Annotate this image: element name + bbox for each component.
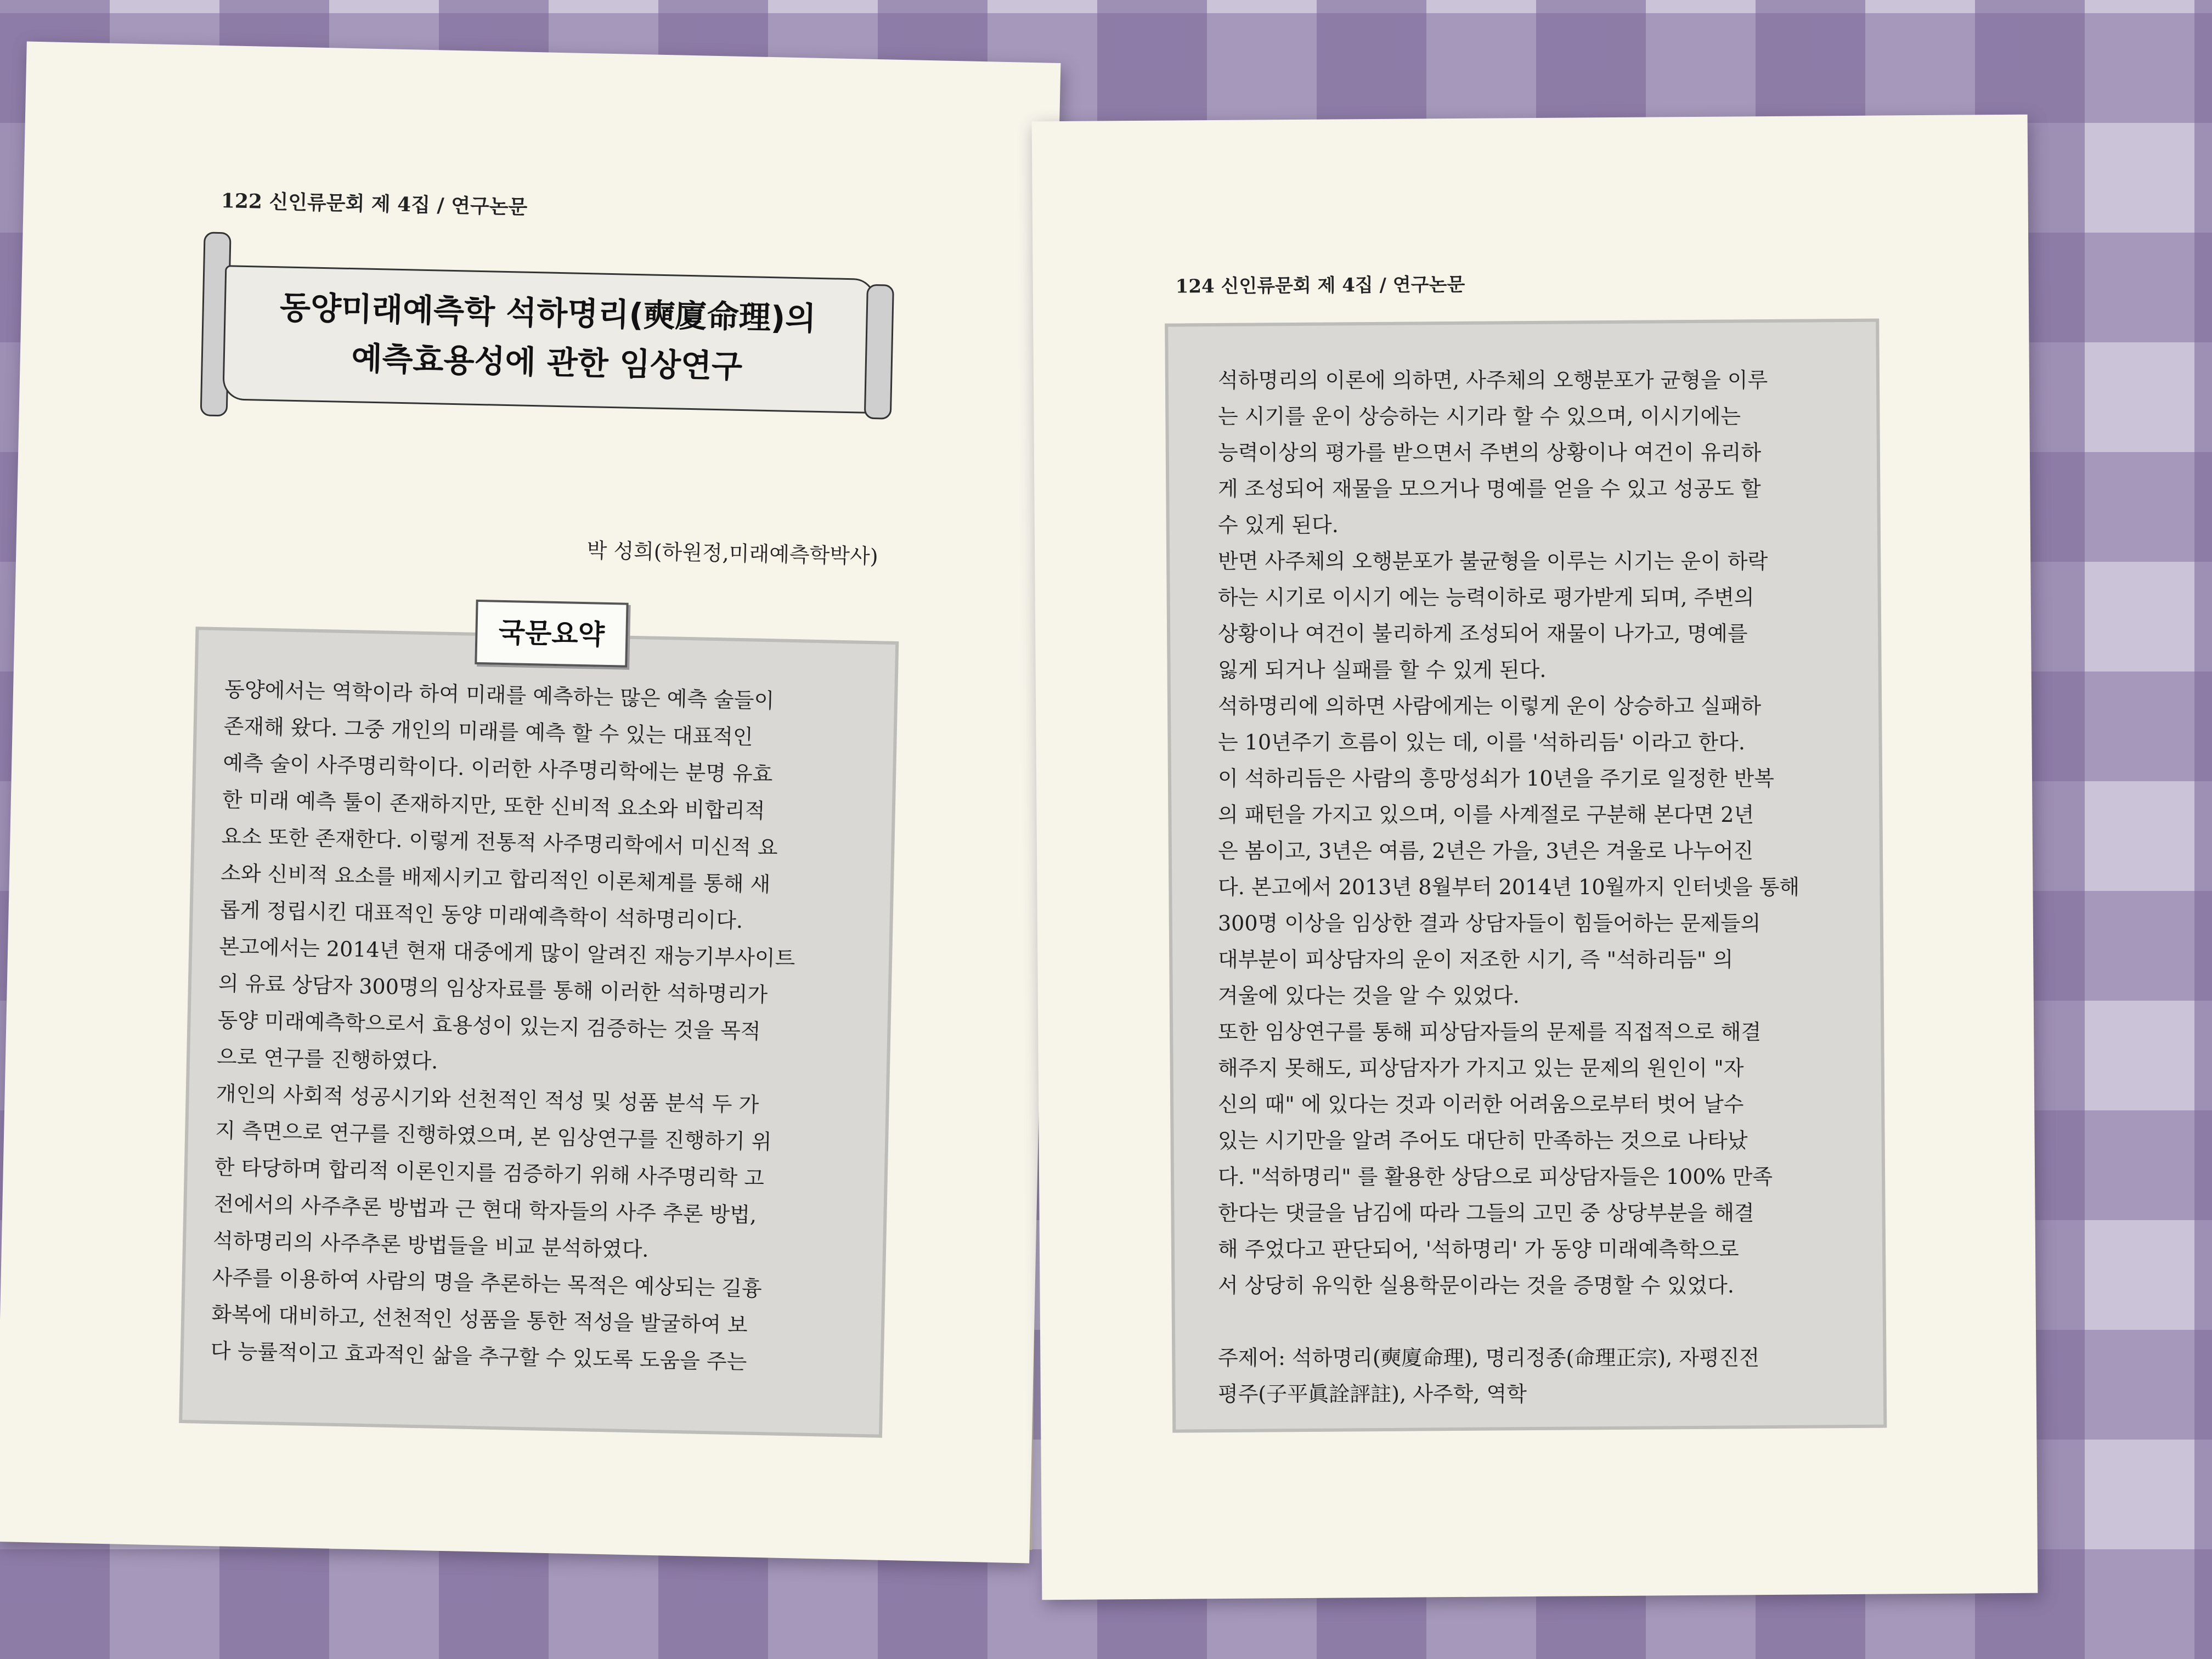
body-line: 해주지 못해도, 피상담자가 가지고 있는 문제의 원인이 "자 [1218,1056,1744,1080]
body-line: 잃게 되거나 실패를 할 수 있게 된다. [1218,658,1547,682]
body-line: 이 석하리듬은 사람의 흥망성쇠가 10년을 주기로 일정한 반복 [1218,766,1774,791]
body-line: 상황이나 여건이 불리하게 조성되어 재물이 나가고, 명예를 [1218,622,1748,646]
body-line: 서 상당히 유익한 실용학문이라는 것을 증명할 수 있었다. [1218,1273,1734,1297]
title-scroll [200,232,895,427]
body-line: 신의 때" 에 있다는 것과 이러한 어려움으로부터 벗어 날수 [1218,1092,1744,1116]
body-line: 해 주었다고 판단되어, '석하명리' 가 동양 미래예측학으로 [1218,1237,1739,1261]
body-line: 한다는 댓글을 남김에 따라 그들의 고민 중 상당부분을 해결 [1218,1201,1754,1225]
body-line: 하는 시기로 이시기 에는 능력이하로 평가받게 되며, 주변의 [1218,585,1754,610]
body-line: 있는 시기만을 알려 주어도 대단히 만족하는 것으로 나타났 [1218,1128,1748,1153]
abstract-line: 개인의 사회적 성공시기와 선천적인 적성 및 성품 분석 두 가 [216,1081,759,1117]
abstract-heading: 국문요약 [475,600,628,668]
abstract-line: 요소 또한 존재한다. 이렇게 전통적 사주명리학에서 미신적 요 [221,824,778,860]
body-line: 능력이상의 평가를 받으면서 주변의 상황이나 여건이 유리하 [1218,441,1762,465]
left-page [0,42,1060,1564]
keywords-line: 평주(子平眞詮評註), 사주학, 역학 [1218,1382,1527,1406]
abstract-line: 다 능률적이고 효과적인 삶을 추구할 수 있도록 도움을 주는 [210,1339,747,1374]
body-line: 300명 이상을 임상한 결과 상담자들이 힘들어하는 문제들의 [1218,911,1761,935]
body-line: 은 봄이고, 3년은 여름, 2년은 가을, 3년은 겨울로 나누어진 [1218,839,1754,863]
body-line: 수 있게 된다. [1218,513,1339,537]
body-line: 반면 사주체의 오행분포가 불균형을 이루는 시기는 운이 하락 [1218,549,1768,573]
right-page-header: 124 신인류문회 제 4집 / 연구논문 [1175,273,1465,298]
body-line: 는 시기를 운이 상승하는 시기라 할 수 있으며, 이시기에는 [1218,404,1741,428]
abstract-line: 존재해 왔다. 그중 개인의 미래를 예측 할 수 있는 대표적인 [223,714,754,749]
body-line: 대부분이 피상담자의 운이 저조한 시기, 즉 "석하리듬" 의 [1218,947,1734,972]
body-line: 다. 본고에서 2013년 8월부터 2014년 10월까지 인터넷을 통해 [1218,875,1800,899]
abstract-text [210,671,872,1383]
body-line: 는 10년주기 흐름이 있는 데, 이를 '석하리듬' 이라고 한다. [1218,730,1745,754]
abstract-line: 동양에서는 역학이라 하여 미래를 예측하는 많은 예측 술들이 [224,677,775,713]
abstract-line: 지 측면으로 연구를 진행하였으며, 본 임상연구를 진행하기 위 [215,1118,772,1154]
abstract-line: 사주를 이용하여 사람의 명을 추론하는 목적은 예상되는 길흉 [212,1265,763,1301]
abstract-line: 화복에 대비하고, 선천적인 성품을 통한 적성을 발굴하여 보 [211,1302,748,1338]
body-line: 석하명리에 의하면 사람에게는 이렇게 운이 상승하고 실패하 [1218,694,1762,718]
abstract-line: 한 타당하며 합리적 이론인지를 검증하기 위해 사주명리학 고 [214,1155,765,1191]
body-line: 석하명리의 이론에 의하면, 사주체의 오행분포가 균형을 이루 [1218,368,1768,392]
keywords-line: 주제어: 석하명리(奭廈命理), 명리정종(命理正宗), 자평진전 [1218,1346,1760,1370]
body-line: 게 조성되어 재물을 모으거나 명예를 얻을 수 있고 성공도 할 [1218,477,1761,501]
abstract-line: 동양 미래예측학으로서 효용성이 있는지 검증하는 것을 목적 [217,1008,761,1043]
left-page-header: 122 신인류문회 제 4집 / 연구논문 [221,189,528,219]
abstract-line: 한 미래 예측 툴이 존재하지만, 또한 신비적 요소와 비합리적 [222,787,765,823]
abstract-line: 소와 신비적 요소를 배제시키고 합리적인 이론체계를 통해 새 [220,861,771,897]
abstract-line: 롭게 정립시킨 대표적인 동양 미래예측학이 석하명리이다. [219,898,743,933]
body-line [1218,1304,1838,1340]
body-line: 겨울에 있다는 것을 알 수 있었다. [1218,984,1520,1008]
article-title-line-1: 동양미래예측학 석하명리(奭廈命理)의 [279,289,817,337]
abstract-line: 석하명리의 사주추론 방법들을 비교 분석하였다. [212,1228,649,1262]
body-line: 또한 임상연구를 통해 피상담자들의 문제를 직접적으로 해결 [1218,1020,1762,1044]
abstract-line: 본고에서는 2014년 현재 대중에게 많이 알려진 재능기부사이트 [218,934,795,971]
abstract-line: 의 유료 상담자 300명의 임상자료를 통해 이러한 석하명리가 [218,971,768,1007]
article-title-line-2: 예측효용성에 관한 임상연구 [351,340,743,385]
abstract-line: 으로 연구를 진행하였다. [216,1045,438,1074]
right-body-text [1218,362,1838,1412]
abstract-line: 예측 술이 사주명리학이다. 이러한 사주명리학에는 분명 유효 [222,751,773,787]
author-line: 박 성희(하원정,미래예측학박사) [586,538,879,569]
abstract-line: 전에서의 사주추론 방법과 근 현대 학자들의 사주 추론 방법, [213,1192,757,1227]
scroll-rod-right [864,284,894,420]
body-line: 의 패턴을 가지고 있으며, 이를 사계절로 구분해 본다면 2년 [1218,803,1754,827]
body-line: 다. "석하명리" 를 활용한 상담으로 피상담자들은 100% 만족 [1218,1165,1773,1189]
